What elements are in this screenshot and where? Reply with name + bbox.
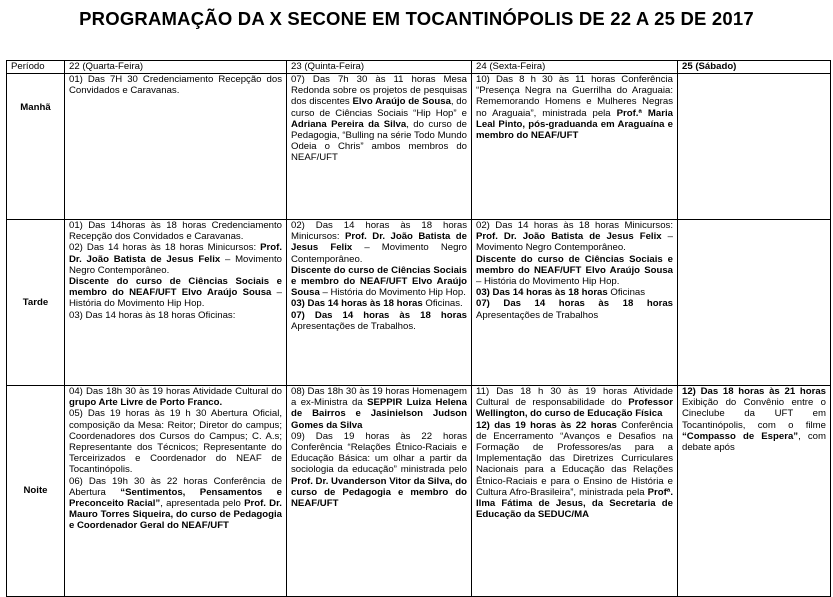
- event-02-minicursos: 02) Das 14 horas às 18 horas Minicursos: Prof. Dr. João Batista de Jesus Felix – Movimento Negro Contemporâneo.: [291, 220, 467, 265]
- event-02-minicursos: 02) Das 14 horas às 18 horas Minicursos: Prof. Dr. João Batista de Jesus Felix – Movimento Negro Contemporâneo.: [69, 242, 282, 276]
- row-tarde: [7, 220, 831, 386]
- cell-manha-fri: [472, 74, 678, 220]
- event-06-conferencia: 06) Das 19h 30 às 22 horas Conferência de Abertura “Sentimentos, Pensamentos e Preconceito Racial”, apresentada pelo Prof. Dr. Mauro Torres Siqueira, do curso de Pedagogia e Coordenador Geral do NEAF/UFT: [69, 475, 282, 532]
- event-02-minicursos: 02) Das 14 horas às 18 horas Minicursos: Prof. Dr. João Batista de Jesus Felix – Movimento Negro Contemporâneo.: [476, 220, 673, 254]
- event-minicurso-hiphop: Discente do curso de Ciências Sociais e membro do NEAF/UFT Elvo Araújo Sousa – História do Movimento Hip Hop.: [69, 276, 282, 310]
- event-07-apresentacoes: 07) Das 14 horas às 18 horas Apresentações de Trabalhos: [476, 298, 673, 321]
- header-row: [7, 61, 831, 74]
- cell-tarde-sat: [678, 220, 831, 386]
- cell-tarde-wed: [65, 220, 287, 386]
- cell-noite-fri: [472, 386, 678, 597]
- cell-noite-wed: [65, 386, 287, 597]
- cell-manha-thu: [287, 74, 472, 220]
- header-saturday: 25 (Sábado): [678, 61, 831, 74]
- header-period: Período: [7, 61, 65, 74]
- event-03-oficinas: 03) Das 14 horas às 18 horas Oficinas: [476, 287, 646, 299]
- event-01-credenciamento: 01) Das 14horas às 18 horas Credenciamento Recepção dos Convidados e Caravanas.: [69, 220, 282, 243]
- period-tarde: Tarde: [7, 220, 65, 386]
- event-07-mesa: 07) Das 7h 30 às 11 horas Mesa Redonda sobre os projetos de pesquisas dos discentes Elvo Araújo de Sousa, do curso de Ciências Sociais “Hip Hop” e Adriana Pereira da Silva, do curso de Pedagogia, “Bulling na série Todo Mundo Odeia o Chris” ambos membros do NEAF/UFT: [291, 74, 467, 164]
- page-title: PROGRAMAÇÃO DA X SECONE EM TOCANTINÓPOLIS DE 22 A 25 DE 2017: [79, 8, 754, 29]
- event-minicurso-hiphop: Discente do curso de Ciências Sociais e membro do NEAF/UFT Elvo Araújo Sousa – História do Movimento Hip Hop.: [291, 264, 467, 299]
- cell-manha-sat: [678, 74, 831, 220]
- event-01: 01) Das 7H 30 Credenciamento Recepção dos Convidados e Caravanas.: [69, 74, 282, 97]
- header-friday: 24 (Sexta-Feira): [472, 61, 678, 74]
- cell-manha-wed: [65, 74, 287, 220]
- event-minicurso-hiphop: Discente do curso de Ciências Sociais e membro do NEAF/UFT Elvo Araújo Sousa – História do Movimento Hip Hop.: [476, 253, 673, 288]
- header-wednesday: 22 (Quarta-Feira): [65, 61, 287, 74]
- schedule-table: [6, 60, 831, 597]
- event-12-encerramento: 12) das 19 horas às 22 horas Conferência de Encerramento “Avanços e Desafios na Formação de Professores/as para a Implementação das Diretrizes Curriculares Nacionais para a Educação das Relações Étnico-Raciais e para o Ensino de História e Cultura Afro-Brasileira”, ministrada pela Profª. Ilma Fátima de Jesus, da Secretaria de Educação da SEDUC/MA: [476, 419, 673, 521]
- row-manha: [7, 74, 831, 220]
- cell-noite-sat: [678, 386, 831, 597]
- event-08-homenagem: 08) Das 18h 30 às 19 horas Homenagem a ex-Ministra da SEPPIR Luiza Helena de Bairros e Jasinielson Judson Gomes da Silva: [291, 386, 467, 431]
- cell-tarde-fri: [472, 220, 678, 386]
- row-noite: [7, 386, 831, 597]
- event-03-oficinas: 03) Das 14 horas às 18 horas Oficinas.: [291, 298, 463, 310]
- event-04-atividade-cultural: 04) Das 18h 30 às 19 horas Atividade Cultural do grupo Arte Livre de Porto Franco.: [69, 386, 282, 409]
- event-11-atividade-cultural: 11) Das 18 h 30 às 19 horas Atividade Cultural de responsabilidade do Professor Wellington, do curso de Educação Física: [476, 386, 673, 420]
- period-noite: Noite: [7, 386, 65, 597]
- event-03-oficinas: 03) Das 14 horas às 18 horas Oficinas:: [69, 309, 236, 321]
- event-09-conferencia: 09) Das 19 horas às 22 horas Conferência “Relações Étnico-Raciais e Educação Básica: um olhar a partir da sociologia da educação” ministrada pelo Prof. Dr. Uvanderson Vitor da Silva, do curso de Pedagogia e membro do NEAF/UFT: [291, 430, 467, 510]
- cell-noite-thu: [287, 386, 472, 597]
- cell-tarde-thu: [287, 220, 472, 386]
- header-thursday: 23 (Quinta-Feira): [287, 61, 472, 74]
- period-manha: Manhã: [7, 74, 65, 220]
- event-05-abertura: 05) Das 19 horas às 19 h 30 Abertura Oficial, composição da Mesa: Reitor; Diretor do campus; Coordenadores dos Cursos do Campus; C. A.s; Representante dos Técnicos; Representante do Terceirizados e Coordenador do NEAF de Tocantinópolis.: [69, 408, 282, 476]
- event-12-exibicao: 12) Das 18 horas às 21 horas Exibição do Convênio entre o Cineclube da UFT em Tocantinópolis, com o filme “Compasso de Espera”, com debate após: [682, 386, 826, 454]
- event-10-conferencia: 10) Das 8 h 30 às 11 horas Conferência “Presença Negra na Guerrilha do Araguaia: Rememorando Homens e Mulheres Negras no Araguaia”, ministrada pela Prof.ª Maria Leal Pinto, pós-graduanda em Araguaína e membro do NEAF/UFT: [476, 74, 673, 142]
- event-07-apresentacoes: 07) Das 14 horas às 18 horas Apresentações de Trabalhos.: [291, 309, 467, 332]
